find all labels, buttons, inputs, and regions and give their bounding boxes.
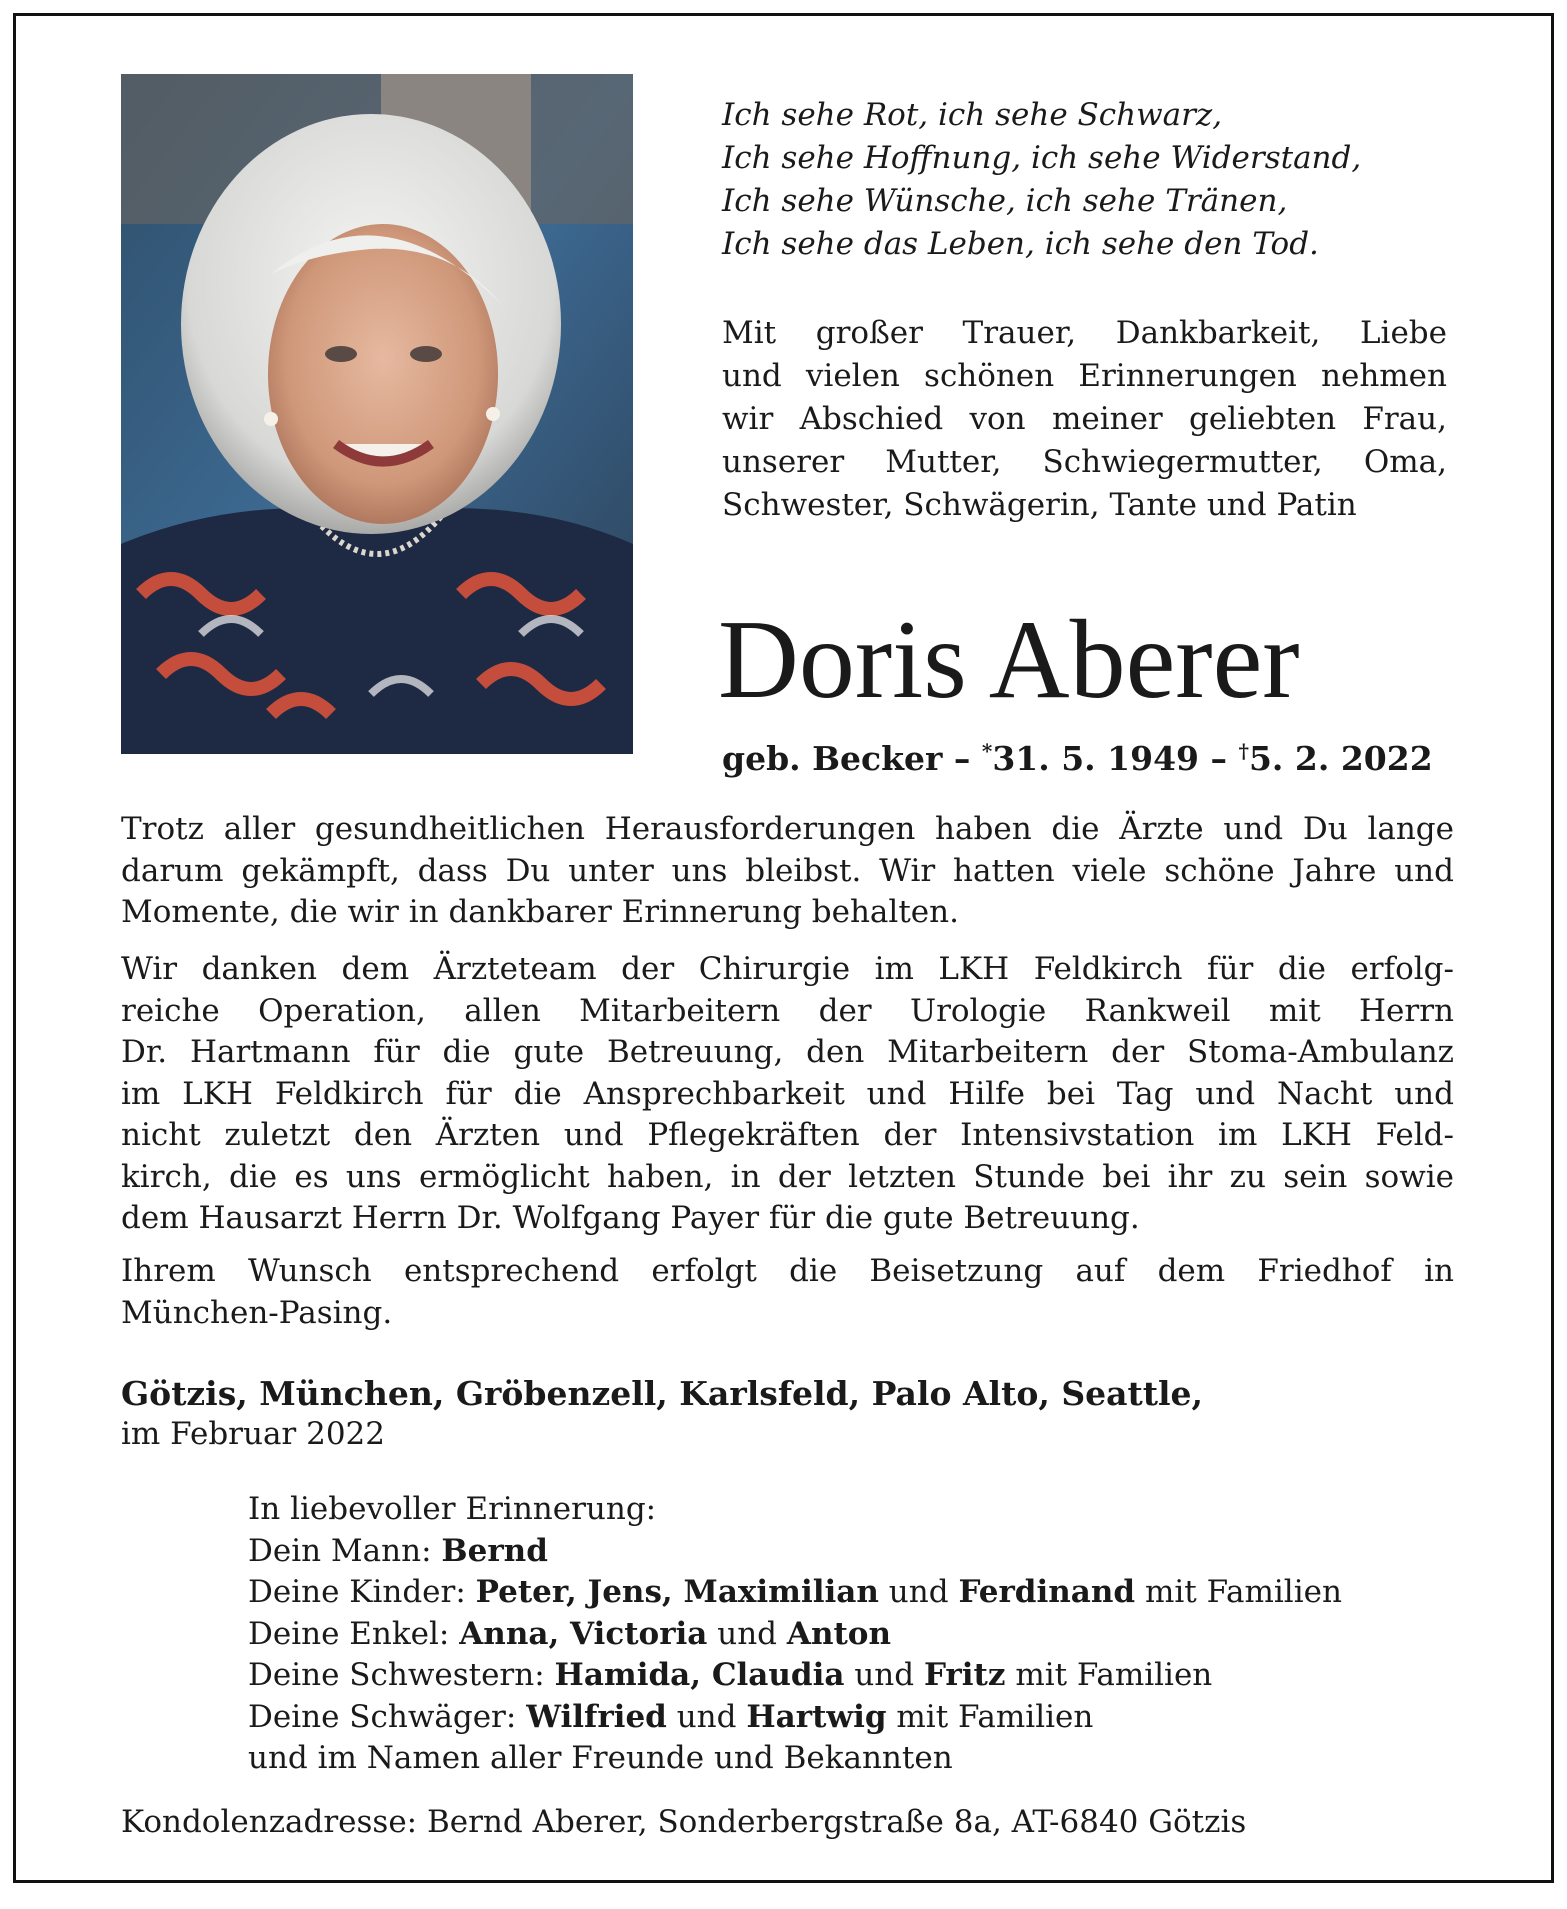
places: Götzis, München, Gröbenzell, Karlsfeld, Palo Alto, Seattle, xyxy=(121,1374,1204,1413)
family-closing: und im Namen aller Freunde und Bekannten xyxy=(248,1740,953,1776)
family-names: Anna, Victoria xyxy=(459,1615,708,1652)
paragraph-line: Trotz aller gesundheitlichen Herausforderungen haben die Ärzte und Du lange xyxy=(121,811,1454,847)
family-label: Deine Schwäger: xyxy=(248,1698,517,1735)
paragraph-struggle xyxy=(121,809,1454,934)
family-suffix: mit Familien xyxy=(896,1698,1094,1735)
family-connector: und xyxy=(676,1698,737,1735)
birth-date: 31. 5. 1949 – xyxy=(992,739,1227,778)
life-dates xyxy=(722,731,1433,779)
obituary-page xyxy=(13,13,1554,1883)
intro-line: wir Abschied von meiner geliebten Frau, xyxy=(722,401,1447,437)
intro-line: und vielen schönen Erinnerungen nehmen xyxy=(722,358,1447,394)
family-names: Peter, Jens, Maximilian xyxy=(475,1574,879,1610)
family-label: Deine Enkel: xyxy=(248,1615,450,1652)
intro-line: unserer Mutter, Schwiegermutter, Oma, xyxy=(722,444,1447,480)
family-row-inlaws xyxy=(248,1697,1342,1739)
paragraph-thanks xyxy=(121,949,1454,1240)
family-row-children xyxy=(248,1572,1342,1614)
born-symbol: * xyxy=(981,739,993,763)
family-names: Hartwig xyxy=(746,1698,887,1735)
family-row-husband xyxy=(248,1531,1342,1573)
died-symbol: † xyxy=(1238,739,1249,763)
paragraph-burial xyxy=(121,1251,1454,1334)
paragraph-line: dem Hausarzt Herrn Dr. Wolfgang Payer für die gute Betreuung. xyxy=(121,1200,1140,1236)
family-label: Deine Kinder: xyxy=(248,1574,466,1610)
family-suffix: mit Familien xyxy=(1144,1574,1342,1610)
paragraph-line: Momente, die wir in dankbarer Erinnerung behalten. xyxy=(121,894,959,930)
paragraph-line: kirch, die es uns ermöglicht haben, in der letzten Stunde bei ihr zu sein sowie xyxy=(121,1158,1454,1195)
family-heading: In liebevoller Erinnerung: xyxy=(248,1491,657,1527)
poem xyxy=(722,94,1442,266)
family-row-grandchildren xyxy=(248,1614,1342,1656)
paragraph-line: Wir danken dem Ärzteteam der Chirurgie im LKH Feldkirch für die erfolg- xyxy=(121,951,1454,987)
poem-line: Ich sehe das Leben, ich sehe den Tod. xyxy=(722,226,1319,262)
intro-line: Schwester, Schwägerin, Tante und Patin xyxy=(722,487,1357,523)
maiden-name: geb. Becker – xyxy=(722,739,971,778)
notice-date: im Februar 2022 xyxy=(121,1416,385,1452)
poem-line: Ich sehe Rot, ich sehe Schwarz, xyxy=(722,97,1223,133)
paragraph-line: Ihrem Wunsch entsprechend erfolgt die Beisetzung auf dem Friedhof in xyxy=(121,1253,1454,1289)
paragraph-line: reiche Operation, allen Mitarbeitern der Urologie Rankweil mit Herrn xyxy=(121,992,1454,1029)
family-names: Bernd xyxy=(441,1532,548,1569)
family-names: Wilfried xyxy=(526,1698,667,1735)
family-label: Dein Mann: xyxy=(248,1532,432,1569)
paragraph-line: München-Pasing. xyxy=(121,1294,393,1331)
intro-line: Mit großer Trauer, Dankbarkeit, Liebe xyxy=(722,315,1447,351)
family-label: Deine Schwestern: xyxy=(248,1657,545,1693)
poem-line: Ich sehe Hoffnung, ich sehe Widerstand, xyxy=(722,140,1362,176)
family-connector: und xyxy=(717,1615,778,1652)
family-connector: und xyxy=(888,1574,949,1610)
family-connector: und xyxy=(854,1657,915,1693)
family-names: Anton xyxy=(786,1615,892,1652)
paragraph-line: darum gekämpft, dass Du unter uns bleibst. Wir hatten viele schöne Jahre und xyxy=(121,852,1454,889)
paragraph-line: Dr. Hartmann für die gute Betreuung, den Mitarbeitern der Stoma-Ambulanz xyxy=(121,1034,1454,1070)
family-suffix: mit Familien xyxy=(1015,1657,1213,1693)
portrait-image xyxy=(121,74,633,754)
family-row-sisters xyxy=(248,1655,1342,1697)
paragraph-line: im LKH Feldkirch für die Ansprechbarkeit und Hilfe bei Tag und Nacht und xyxy=(121,1075,1454,1112)
family-names: Ferdinand xyxy=(958,1574,1136,1610)
condolence-address: Kondolenzadresse: Bernd Aberer, Sonderbergstraße 8a, AT-6840 Götzis xyxy=(121,1804,1247,1840)
intro-text xyxy=(722,312,1447,527)
family-names: Fritz xyxy=(923,1657,1006,1693)
family-list xyxy=(248,1489,1342,1780)
death-date: 5. 2. 2022 xyxy=(1248,739,1433,778)
paragraph-line: nicht zuletzt den Ärzten und Pflegekräften der Intensivstation im LKH Feld- xyxy=(121,1117,1454,1153)
portrait-photo xyxy=(121,74,633,754)
poem-line: Ich sehe Wünsche, ich sehe Tränen, xyxy=(722,183,1288,219)
family-names: Hamida, Claudia xyxy=(554,1657,845,1693)
deceased-name: Doris Aberer xyxy=(718,598,1300,722)
